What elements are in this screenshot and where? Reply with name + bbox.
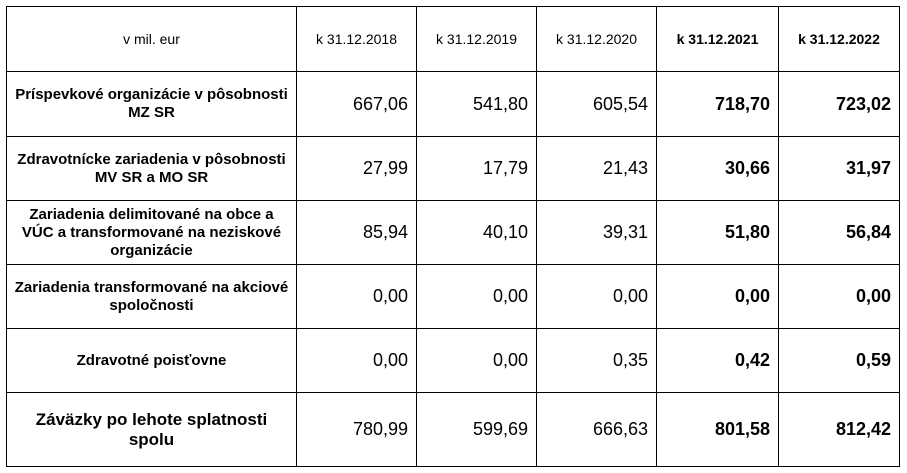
liabilities-table [6,6,900,467]
table-cell: 718,70 [657,72,779,137]
total-row [7,393,900,467]
year-header-2020: k 31.12.2020 [537,7,657,72]
table-cell: 667,06 [297,72,417,137]
table-cell: 801,58 [657,393,779,467]
table-cell: 0,00 [417,265,537,329]
row-label: Zdravotné poisťovne [7,329,297,393]
year-header-2018: k 31.12.2018 [297,7,417,72]
row-label: Zariadenia transformované na akciové spoločnosti [7,265,297,329]
table-cell: 39,31 [537,201,657,265]
table-row [7,265,900,329]
table-cell: 723,02 [779,72,900,137]
total-label: Záväzky po lehote splatnosti spolu [7,393,297,467]
table-row [7,137,900,201]
table-cell: 541,80 [417,72,537,137]
table-cell: 605,54 [537,72,657,137]
table-row [7,72,900,137]
table-cell: 40,10 [417,201,537,265]
table-cell: 17,79 [417,137,537,201]
table-cell: 0,00 [657,265,779,329]
table-cell: 0,00 [417,329,537,393]
table-cell: 51,80 [657,201,779,265]
table-cell: 30,66 [657,137,779,201]
table-cell: 0,59 [779,329,900,393]
table-row [7,201,900,265]
table-cell: 0,00 [297,329,417,393]
year-header-2019: k 31.12.2019 [417,7,537,72]
table-cell: 21,43 [537,137,657,201]
table-cell: 0,42 [657,329,779,393]
header-row [7,7,900,72]
year-header-2021: k 31.12.2021 [657,7,779,72]
row-label: Príspevkové organizácie v pôsobnosti MZ SR [7,72,297,137]
table-cell: 0,00 [779,265,900,329]
table-cell: 666,63 [537,393,657,467]
table-cell: 599,69 [417,393,537,467]
table-cell: 27,99 [297,137,417,201]
table-cell: 0,00 [537,265,657,329]
table-cell: 31,97 [779,137,900,201]
table-cell: 85,94 [297,201,417,265]
table-cell: 812,42 [779,393,900,467]
table-cell: 780,99 [297,393,417,467]
table-cell: 56,84 [779,201,900,265]
row-label: Zariadenia delimitované na obce a VÚC a transformované na neziskové organizácie [7,201,297,265]
year-header-2022: k 31.12.2022 [779,7,900,72]
unit-header: v mil. eur [7,7,297,72]
table-cell: 0,00 [297,265,417,329]
table-cell: 0,35 [537,329,657,393]
row-label: Zdravotnícke zariadenia v pôsobnosti MV SR a MO SR [7,137,297,201]
table-row [7,329,900,393]
